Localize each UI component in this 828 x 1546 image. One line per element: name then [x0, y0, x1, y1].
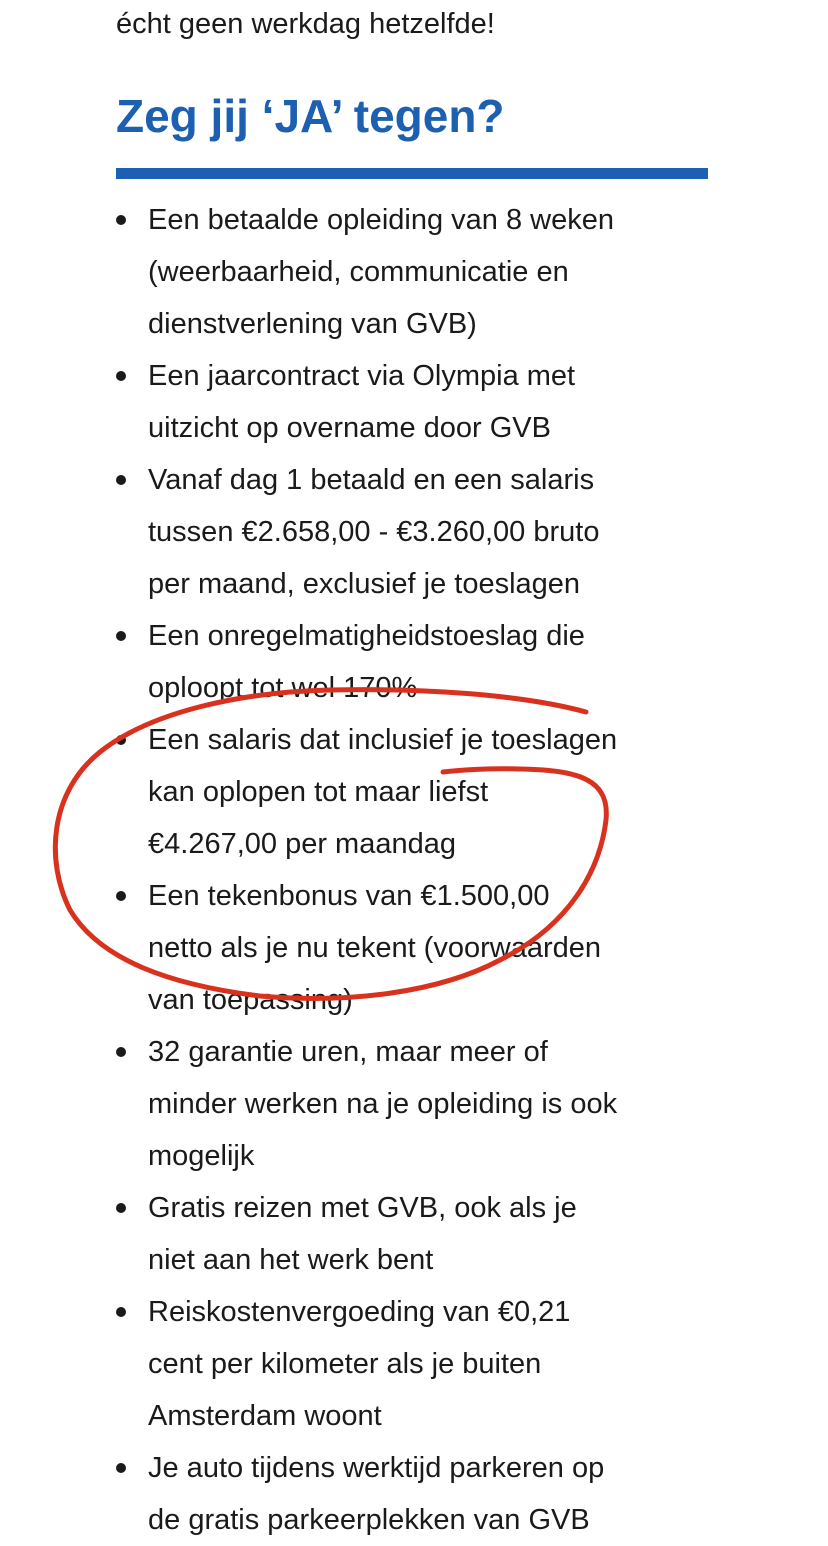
bullet-icon — [116, 891, 126, 901]
heading-underline — [116, 168, 708, 179]
list-item — [116, 870, 716, 1026]
list-item — [116, 350, 716, 454]
list-item-text: kan oplopen tot maar liefst — [148, 776, 489, 808]
list-item-text: 32 garantie uren, maar meer of — [148, 1036, 548, 1068]
bullet-icon — [116, 371, 126, 381]
list-item-text: Een jaarcontract via Olympia met — [148, 360, 576, 392]
list-item-text: uitzicht op overname door GVB — [148, 412, 551, 444]
list-item-text: Een betaalde opleiding van 8 weken — [148, 204, 614, 236]
list-item-text: van toepassing) — [148, 984, 353, 1016]
list-item-text: netto als je nu tekent (voorwaarden — [148, 932, 601, 964]
list-item — [116, 714, 716, 870]
list-item-text: (weerbaarheid, communicatie en — [148, 256, 569, 288]
bullet-icon — [116, 475, 126, 485]
list-item-text: oploopt tot wel 170% — [148, 672, 418, 704]
list-item — [116, 454, 716, 610]
list-item-text: per maand, exclusief je toeslagen — [148, 568, 581, 600]
intro-text: écht geen werkdag hetzelfde! — [116, 8, 495, 40]
list-item-text: Een salaris dat inclusief je toeslagen — [148, 724, 618, 756]
list-item-text: tussen €2.658,00 - €3.260,00 bruto — [148, 516, 600, 548]
bullet-icon — [116, 631, 126, 641]
list-item — [116, 1286, 716, 1442]
list-item-text: de gratis parkeerplekken van GVB — [148, 1504, 590, 1536]
benefits-list — [116, 194, 716, 1546]
list-item-text: Een tekenbonus van €1.500,00 — [148, 880, 550, 912]
bullet-icon — [116, 1047, 126, 1057]
list-item-text: Amsterdam woont — [148, 1400, 382, 1432]
list-item — [116, 1182, 716, 1286]
bullet-icon — [116, 1463, 126, 1473]
list-item-text: Een onregelmatigheidstoeslag die — [148, 620, 585, 652]
list-item-text: dienstverlening van GVB) — [148, 308, 477, 340]
list-item — [116, 194, 716, 350]
list-item-text: minder werken na je opleiding is ook — [148, 1088, 618, 1120]
list-item-text: €4.267,00 per maandag — [148, 828, 456, 860]
list-item-text: Vanaf dag 1 betaald en een salaris — [148, 464, 595, 496]
list-item-text: mogelijk — [148, 1140, 255, 1172]
bullet-icon — [116, 215, 126, 225]
bullet-icon — [116, 1307, 126, 1317]
list-item — [116, 610, 716, 714]
bullet-icon — [116, 1203, 126, 1213]
list-item-text: cent per kilometer als je buiten — [148, 1348, 542, 1380]
section-heading: Zeg jij ‘JA’ tegen? — [116, 90, 505, 142]
list-item-text: niet aan het werk bent — [148, 1244, 434, 1276]
bullet-icon — [116, 735, 126, 745]
list-item — [116, 1026, 716, 1182]
list-item-text: Reiskostenvergoeding van €0,21 — [148, 1296, 571, 1328]
list-item — [116, 1442, 716, 1546]
list-item-text: Gratis reizen met GVB, ook als je — [148, 1192, 577, 1224]
list-item-text: Je auto tijdens werktijd parkeren op — [148, 1452, 605, 1484]
